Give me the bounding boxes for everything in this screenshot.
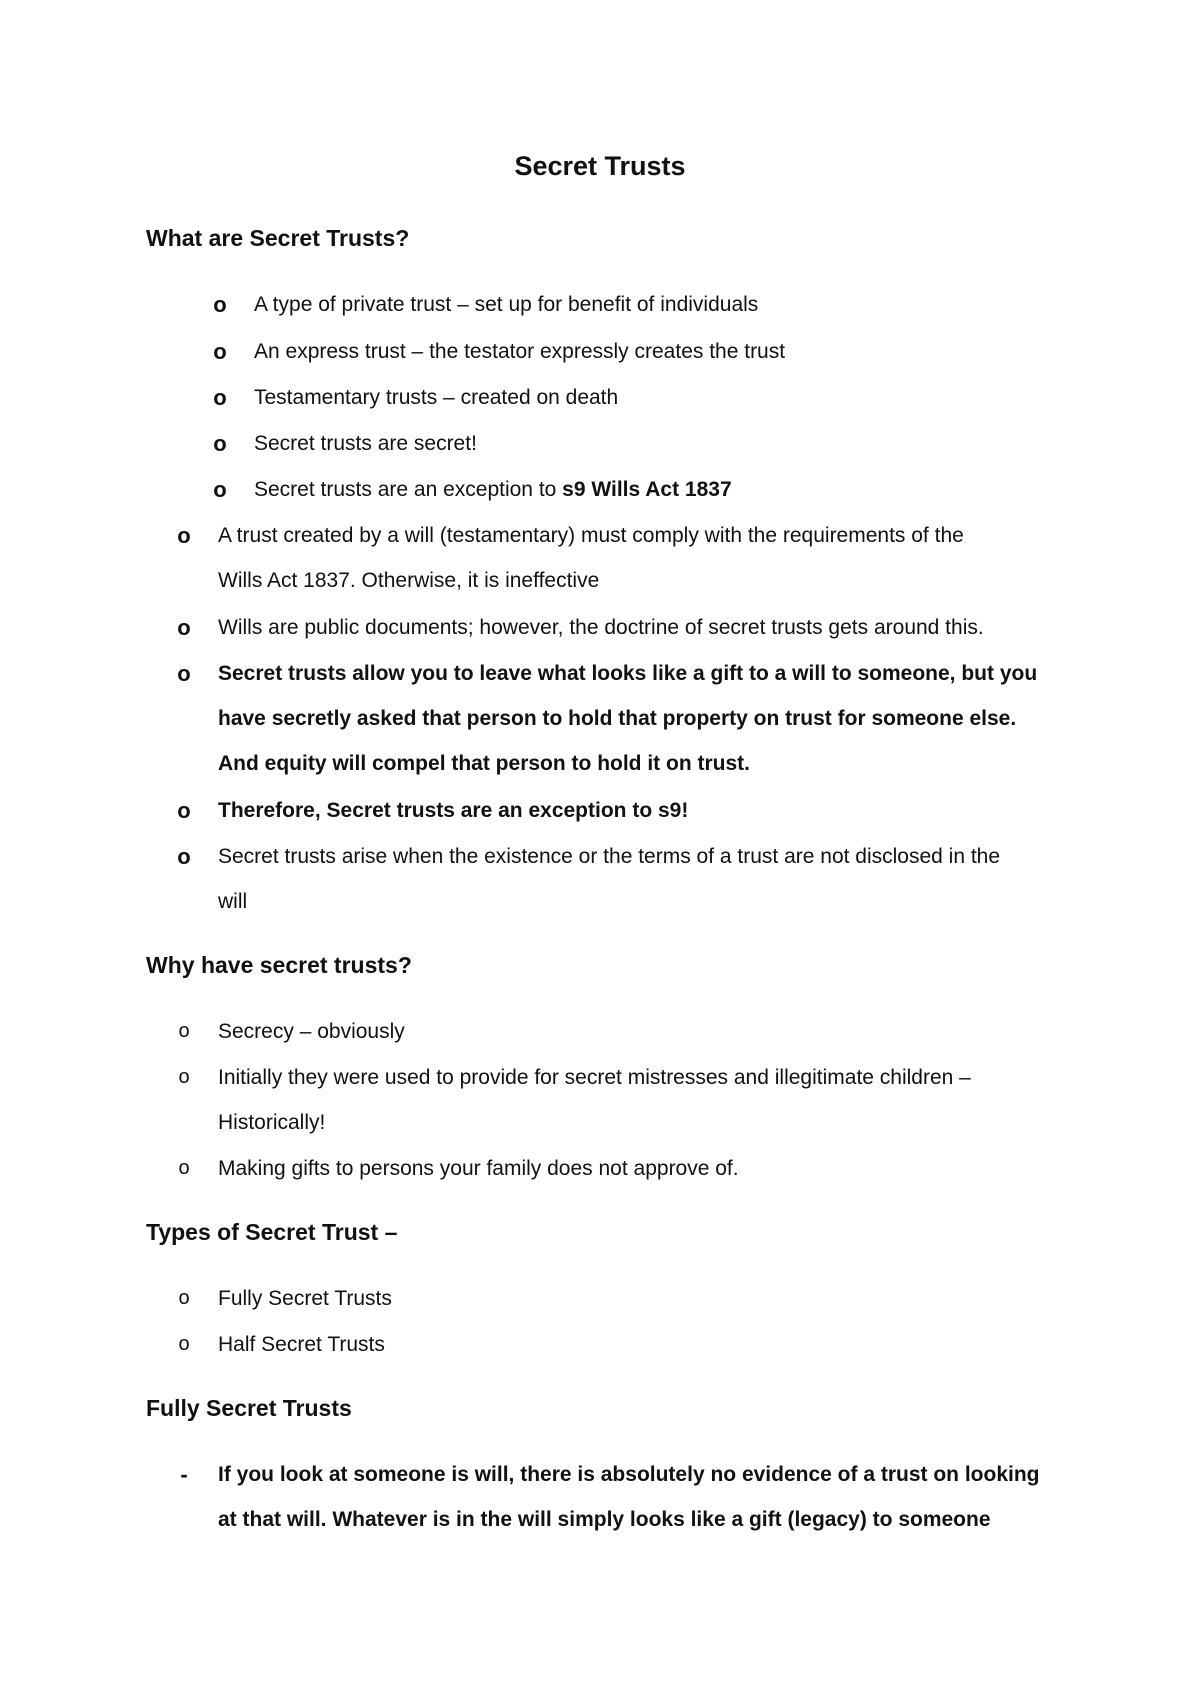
list-item	[213, 282, 1048, 327]
section-heading-what-are-secret-trusts: What are Secret Trusts?	[146, 225, 410, 251]
bullet-marker: o	[213, 385, 227, 410]
list-item	[213, 375, 1048, 420]
list-item	[177, 513, 1062, 603]
list-item-line: Initially they were used to provide for secret mistresses and illegitimate children –	[218, 1066, 971, 1089]
bullet-marker: o	[178, 1066, 190, 1088]
bullet-marker: -	[180, 1462, 188, 1487]
list-item-line: Secret trusts allow you to leave what looks like a gift to a will to someone, but you	[218, 662, 1038, 685]
list-item-line: Historically!	[218, 1111, 326, 1134]
bullet-marker: o	[177, 798, 191, 823]
bullet-marker: o	[213, 477, 227, 502]
bullet-marker: o	[177, 661, 191, 686]
bullet-marker: o	[213, 292, 227, 317]
list-item	[178, 1009, 1062, 1054]
list-item-text: Fully Secret Trusts	[218, 1287, 392, 1310]
list-item-line: And equity will compel that person to hold it on trust.	[218, 752, 750, 775]
document-title: Secret Trusts	[514, 151, 686, 181]
bullet-marker: o	[213, 431, 227, 456]
list-item-line: Wills Act 1837. Otherwise, it is ineffective	[218, 569, 600, 592]
bullet-marker: o	[178, 1020, 190, 1042]
bullet-marker: o	[213, 339, 227, 364]
bullet-marker: o	[178, 1157, 190, 1179]
list-item	[178, 1276, 1062, 1321]
bullet-marker: o	[177, 523, 191, 548]
bullet-marker: o	[178, 1287, 190, 1309]
list-item	[182, 1452, 1062, 1542]
list-item	[213, 467, 1048, 512]
list-item-text: Testamentary trusts – created on death	[254, 386, 619, 409]
list-item-text: Secrecy – obviously	[218, 1020, 405, 1043]
list-item-line: have secretly asked that person to hold that property on trust for someone else.	[218, 707, 1017, 730]
list-item	[177, 788, 1062, 833]
list-item-text	[218, 467, 1048, 512]
list-item-text: Secret trusts are secret!	[254, 432, 477, 455]
list-item-text: Wills are public documents; however, the doctrine of secret trusts gets around this.	[218, 616, 984, 639]
list-item-line: A trust created by a will (testamentary) must comply with the requirements of the	[218, 524, 964, 547]
list-item-line: at that will. Whatever is in the will simply looks like a gift (legacy) to someone	[218, 1508, 991, 1531]
bullet-marker: o	[178, 1333, 190, 1355]
list-item-text: Half Secret Trusts	[218, 1333, 385, 1356]
section-heading-types-of-secret-trust: Types of Secret Trust –	[146, 1219, 398, 1245]
list-item	[177, 834, 1062, 924]
list-item-text-plain: Secret trusts are an exception to	[254, 478, 563, 501]
list-item	[177, 605, 1062, 650]
list-item	[213, 329, 1048, 374]
list-item	[177, 651, 1062, 786]
list-item-text: A type of private trust – set up for benefit of individuals	[254, 293, 759, 316]
section-heading-why-have-secret-trusts: Why have secret trusts?	[146, 952, 412, 978]
list-item	[178, 1146, 1062, 1191]
list-item-text: An express trust – the testator expressly creates the trust	[254, 340, 786, 363]
section-heading-fully-secret-trusts: Fully Secret Trusts	[146, 1395, 352, 1421]
list-item-line: Secret trusts arise when the existence or the terms of a trust are not disclosed in the	[218, 845, 1001, 868]
bullet-marker: o	[177, 844, 191, 869]
list-item-text: Making gifts to persons your family does not approve of.	[218, 1157, 739, 1180]
list-item-line: If you look at someone is will, there is absolutely no evidence of a trust on looking	[218, 1463, 1040, 1486]
statute-reference: s9 Wills Act 1837	[562, 478, 732, 501]
list-item	[213, 421, 1048, 466]
list-item	[178, 1322, 1062, 1367]
list-item	[178, 1055, 1062, 1145]
list-item-text: Therefore, Secret trusts are an exception to s9!	[218, 799, 689, 822]
bullet-marker: o	[177, 615, 191, 640]
list-item-line: will	[218, 890, 248, 913]
